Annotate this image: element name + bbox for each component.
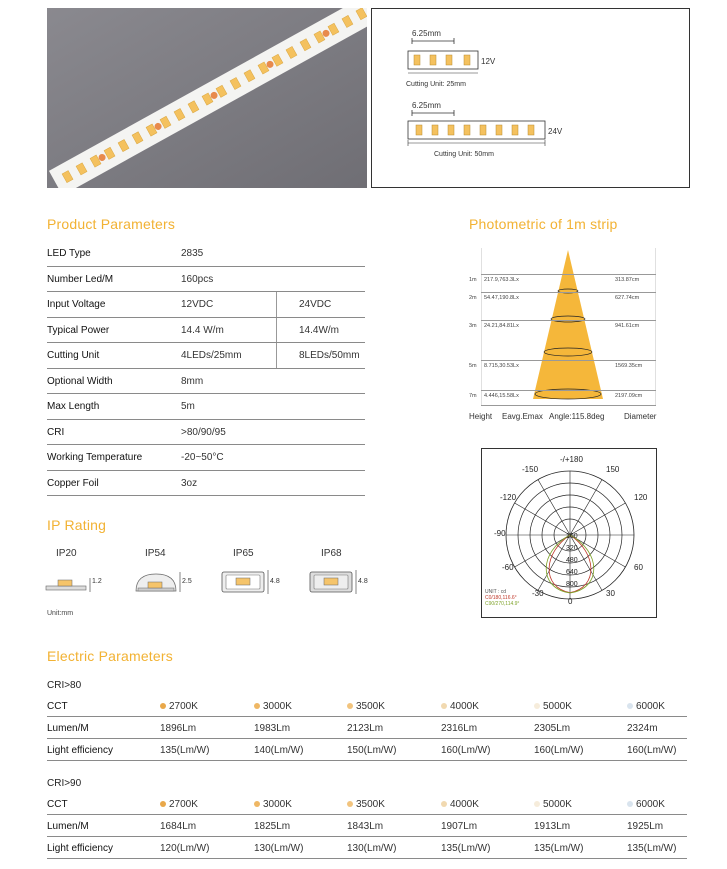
electric-value: 1684Lm (160, 821, 197, 832)
product-row-label: CRI (47, 426, 65, 438)
product-row-value: 4LEDs/25mm (181, 350, 242, 361)
color-temperature-dot (534, 801, 540, 807)
photometric-height: 1m (469, 277, 477, 283)
electric-cell (347, 745, 396, 756)
photometric-height: 3m (469, 323, 477, 329)
polar-label-neg30: -30 (532, 589, 544, 598)
product-row (47, 394, 365, 420)
color-temperature-dot (441, 703, 447, 709)
electric-cell (627, 843, 676, 854)
color-temperature-dot (254, 703, 260, 709)
product-row-value-2: 24VDC (299, 299, 332, 310)
photometric-row-line (481, 274, 656, 275)
bottom-cut-unit: Cutting Unit: 50mm (434, 151, 494, 158)
ip20-thickness: 1.2 (92, 578, 102, 585)
product-row-value: -20~50°C (181, 452, 224, 463)
color-temperature-dot (441, 801, 447, 807)
product-row (47, 471, 365, 497)
product-row-label: Max Length (47, 401, 100, 412)
product-row-value-2: 8LEDs/50mm (299, 350, 360, 361)
electric-value: 1913Lm (534, 821, 571, 832)
photometric-diameter: 2197.09cm (615, 393, 643, 399)
electric-value: 2700K (169, 799, 198, 810)
electric-value: 135(Lm/W) (534, 843, 584, 854)
electric-value: 1925Lm (627, 821, 664, 832)
electric-cell (441, 799, 479, 810)
product-row-value: 2835 (181, 248, 204, 259)
photometric-diameter-caption: Diameter (624, 412, 657, 421)
electric-value: 1907Lm (441, 821, 478, 832)
polar-label-30: 30 (606, 589, 615, 598)
electric-cell (160, 799, 198, 810)
electric-value: 130(Lm/W) (254, 843, 304, 854)
product-row-label: Cutting Unit (47, 350, 100, 361)
photometric-height: 7m (469, 393, 477, 399)
electric-value: 2305Lm (534, 723, 571, 734)
photometric-diameter: 1569.35cm (615, 363, 643, 369)
electric-value: 6000K (636, 701, 665, 712)
product-row-value: 12VDC (181, 299, 214, 310)
electric-value: 120(Lm/W) (160, 843, 210, 854)
electric-value: 2123Lm (347, 723, 384, 734)
ip68-label: IP68 (321, 548, 342, 559)
electric-row (47, 793, 687, 815)
ip-rating-title: IP Rating (47, 517, 107, 533)
electric-value: 2316Lm (441, 723, 478, 734)
electric-cell (347, 701, 385, 712)
polar-legend-c90: C90/270,114.9° (485, 601, 520, 607)
electric-value: 1825Lm (254, 821, 291, 832)
electric-cell (441, 843, 490, 854)
electric-cell (160, 821, 196, 832)
polar-radial-label: 480 (566, 557, 578, 564)
product-row-value: 14.4 W/m (181, 324, 224, 336)
electric-value: 3000K (263, 701, 292, 712)
electric-value: 4000K (450, 701, 479, 712)
photometric-row-line (481, 320, 656, 321)
color-temperature-dot (254, 801, 260, 807)
photometric-height: 2m (469, 295, 477, 301)
polar-label-neg120: -120 (500, 493, 517, 502)
column-divider (276, 343, 277, 368)
ip-profiles (40, 566, 370, 600)
polar-label-150: 150 (606, 465, 620, 474)
product-row (47, 292, 365, 318)
electric-cell (534, 745, 583, 756)
product-row-value: >80/90/95 (181, 426, 226, 438)
product-row-label: Copper Foil (47, 477, 99, 489)
electric-cell (627, 799, 665, 810)
product-row-label: LED Type (47, 248, 91, 259)
polar-legend-unit: UNIT : cd (485, 589, 507, 595)
electric-value: 3000K (263, 799, 292, 810)
electric-value: 5000K (543, 799, 572, 810)
color-temperature-dot (160, 703, 166, 709)
electric-cell (160, 723, 196, 734)
electric-cell (627, 745, 676, 756)
color-temperature-dot (627, 801, 633, 807)
electric-value: 6000K (636, 799, 665, 810)
cut-led (512, 125, 518, 135)
electric-row (47, 695, 687, 717)
electric-cell (534, 701, 572, 712)
photometric-e-caption: Eavg.Emax (502, 412, 543, 421)
product-row-value: 3oz (181, 477, 198, 489)
electric-cell (160, 745, 209, 756)
electric-cell (441, 745, 490, 756)
cut-led (432, 125, 438, 135)
electric-cell (254, 799, 292, 810)
photometric-illuminance: 24.21,84.81Lx (484, 323, 519, 329)
top-cut-unit: Cutting Unit: 25mm (406, 81, 466, 88)
bottom-cut-size: 6.25mm (412, 101, 441, 110)
ip-unit: Unit:mm (47, 610, 74, 617)
cri-group-label: CRI>80 (47, 680, 82, 691)
electric-value: 160(Lm/W) (441, 745, 491, 756)
photometric-angle-caption: Angle:115.8deg (549, 412, 605, 421)
top-cut-size: 6.25mm (412, 29, 441, 38)
polar-label-60: 60 (634, 563, 643, 572)
electric-cell (254, 701, 292, 712)
product-row (47, 318, 365, 344)
electric-cell (441, 723, 477, 734)
color-temperature-dot (347, 801, 353, 807)
cut-led (446, 55, 452, 65)
electric-cell (627, 701, 665, 712)
polar-label-neg60: -60 (502, 563, 514, 572)
polar-label-180: -/+180 (560, 455, 583, 464)
product-row-value: 160pcs (181, 273, 214, 285)
column-divider (276, 318, 277, 343)
product-row-label: Number Led/M (47, 273, 114, 285)
electric-value: 150(Lm/W) (347, 745, 397, 756)
photometric-row-line (481, 360, 656, 361)
electric-parameters-title: Electric Parameters (47, 648, 173, 664)
product-row (47, 267, 365, 293)
product-row-value-2: 14.4W/m (299, 324, 340, 336)
bottom-voltage: 24V (548, 127, 563, 136)
electric-cell (254, 745, 303, 756)
cut-led (464, 55, 470, 65)
product-photo (47, 8, 367, 188)
column-divider (276, 292, 277, 317)
electric-cell (347, 821, 383, 832)
electric-value: 135(Lm/W) (160, 745, 210, 756)
product-row (47, 445, 365, 471)
ip68-thickness: 4.8 (358, 578, 368, 585)
cut-led (480, 125, 486, 135)
polar-radial-label: 320 (566, 545, 578, 552)
electric-cell (160, 843, 209, 854)
color-temperature-dot (534, 703, 540, 709)
electric-cell (627, 821, 663, 832)
product-row-label: Optional Width (47, 375, 113, 387)
electric-value: 140(Lm/W) (254, 745, 304, 756)
polar-radial-label: 800 (566, 581, 578, 588)
electric-cell (347, 843, 396, 854)
polar-diagram (481, 448, 657, 618)
photometric-illuminance: 217.9,763.3Lx (484, 277, 519, 283)
photometric-diameter: 627.74cm (615, 295, 640, 301)
product-row-value: 8mm (181, 375, 204, 387)
product-row-label: Input Voltage (47, 299, 106, 310)
electric-row-label: Light efficiency (47, 843, 113, 854)
ip54-label: IP54 (145, 548, 166, 559)
cut-led (430, 55, 436, 65)
electric-row (47, 717, 687, 739)
electric-value: 3500K (356, 799, 385, 810)
electric-row-label: Lumen/M (47, 723, 89, 734)
electric-cell (441, 821, 477, 832)
color-temperature-dot (627, 703, 633, 709)
product-row (47, 241, 365, 267)
photometric-illuminance: 54.47,190.8Lx (484, 295, 519, 301)
electric-cell (254, 821, 290, 832)
photometric-row-line (481, 292, 656, 293)
electric-value: 2700K (169, 701, 198, 712)
electric-row (47, 837, 687, 859)
electric-value: 5000K (543, 701, 572, 712)
electric-row (47, 815, 687, 837)
electric-value: 135(Lm/W) (441, 843, 491, 854)
product-row (47, 369, 365, 395)
product-row-value: 5m (181, 401, 195, 412)
electric-cell (534, 821, 570, 832)
cut-led (448, 125, 454, 135)
ip20-label: IP20 (56, 548, 77, 559)
led-strip-image (47, 8, 367, 188)
electric-cell (627, 723, 658, 734)
product-row (47, 343, 365, 369)
polar-radial-label: 160 (566, 533, 578, 540)
cut-led (496, 125, 502, 135)
photometric-height-caption: Height (469, 412, 493, 421)
color-temperature-dot (347, 703, 353, 709)
product-row-label: Working Temperature (47, 452, 143, 463)
polar-radial-label: 640 (566, 569, 578, 576)
electric-value: 4000K (450, 799, 479, 810)
electric-cell (534, 799, 572, 810)
electric-cell (254, 723, 290, 734)
photometric-title: Photometric of 1m strip (469, 216, 618, 232)
electric-row (47, 739, 687, 761)
electric-value: 1896Lm (160, 723, 197, 734)
electric-cell (534, 723, 570, 734)
electric-value: 130(Lm/W) (347, 843, 397, 854)
product-row (47, 420, 365, 446)
top-voltage: 12V (481, 57, 496, 66)
electric-value: 3500K (356, 701, 385, 712)
ip65-label: IP65 (233, 548, 254, 559)
photometric-row-line (481, 390, 656, 391)
electric-value: 2324m (627, 723, 658, 734)
electric-cell (347, 723, 383, 734)
electric-cell (441, 701, 479, 712)
ip54-thickness: 2.5 (182, 578, 192, 585)
cri-group-label: CRI>90 (47, 778, 82, 789)
photometric-illuminance: 4.446,15.58Lx (484, 393, 519, 399)
polar-label-neg90: -90 (494, 529, 506, 538)
ip65-thickness: 4.8 (270, 578, 280, 585)
electric-row-label: Light efficiency (47, 745, 113, 756)
electric-value: 1983Lm (254, 723, 291, 734)
cut-led (528, 125, 534, 135)
electric-cell (160, 701, 198, 712)
electric-value: 160(Lm/W) (627, 745, 677, 756)
photometric-diameter: 941.61cm (615, 323, 640, 329)
electric-value: 135(Lm/W) (627, 843, 677, 854)
electric-row-label: Lumen/M (47, 821, 89, 832)
color-temperature-dot (160, 801, 166, 807)
cut-led (414, 55, 420, 65)
polar-label-120: 120 (634, 493, 648, 502)
photometric-height: 5m (469, 363, 477, 369)
photometric-diameter: 313.87cm (615, 277, 640, 283)
polar-label-neg150: -150 (522, 465, 539, 474)
electric-row-label: CCT (47, 799, 68, 810)
electric-row-label: CCT (47, 701, 68, 712)
electric-value: 1843Lm (347, 821, 384, 832)
photometric-diagram (469, 248, 656, 406)
polar-legend-c0: C0/180,116.6° (485, 595, 517, 601)
cut-led (416, 125, 422, 135)
product-parameters-title: Product Parameters (47, 216, 176, 232)
cut-led (464, 125, 470, 135)
electric-cell (534, 843, 583, 854)
polar-label-0: 0 (568, 597, 573, 606)
electric-cell (347, 799, 385, 810)
electric-value: 160(Lm/W) (534, 745, 584, 756)
electric-cell (254, 843, 303, 854)
cutting-diagram (371, 8, 690, 188)
photometric-illuminance: 8.715,30.53Lx (484, 363, 519, 369)
product-row-label: Typical Power (47, 324, 110, 336)
photometric-bottom-line (481, 405, 656, 406)
